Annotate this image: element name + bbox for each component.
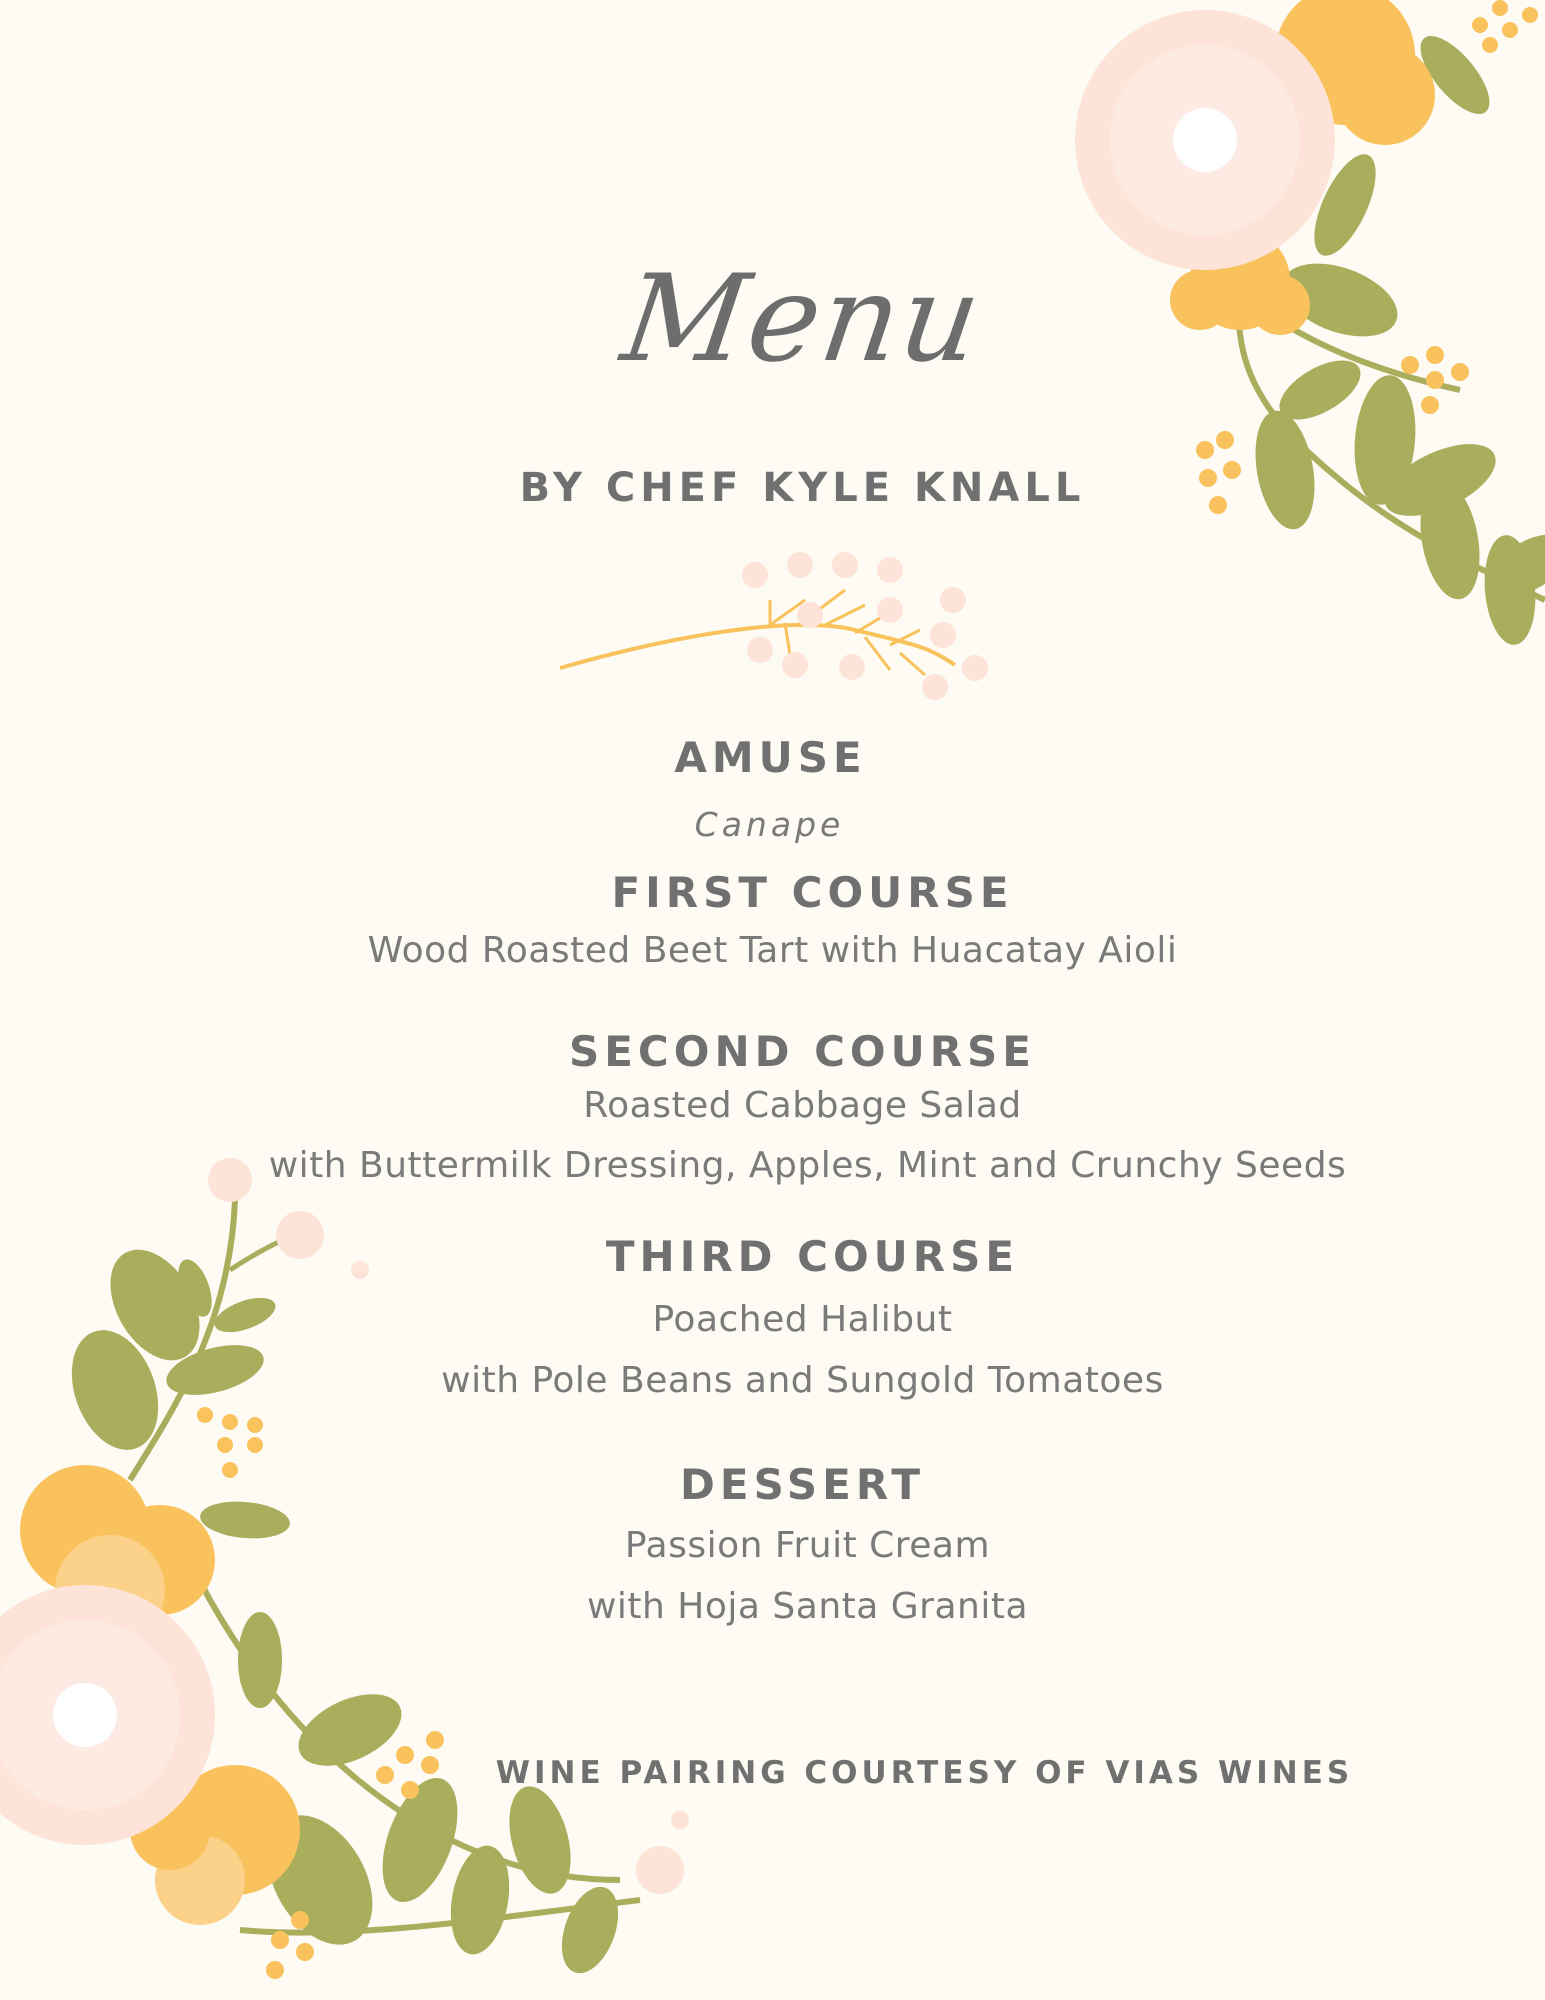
course-heading-amuse: AMUSE	[674, 733, 867, 782]
course-item-dessert-1: Passion Fruit Cream	[624, 1525, 991, 1566]
course-heading-dessert: DESSERT	[680, 1460, 925, 1509]
sprig-ornament-icon	[555, 545, 995, 705]
course-item-canape: Canape	[694, 805, 845, 844]
course-heading-first: FIRST COURSE	[611, 868, 1014, 917]
course-item-third-1: Poached Halibut	[652, 1299, 953, 1340]
course-item-dessert-2: with Hoja Santa Granita	[586, 1586, 1029, 1627]
course-heading-third: THIRD COURSE	[605, 1232, 1020, 1281]
course-item-second-1: Roasted Cabbage Salad	[583, 1085, 1022, 1126]
wine-pairing-footer: WINE PAIRING COURTESY OF VIAS WINES	[495, 1755, 1354, 1791]
course-item-third-2: with Pole Beans and Sungold Tomatoes	[441, 1360, 1164, 1401]
course-heading-second: SECOND COURSE	[568, 1027, 1036, 1076]
menu-title: Menu	[614, 250, 991, 389]
chef-byline: BY CHEF KYLE KNALL	[519, 465, 1086, 511]
course-item-first-1: Wood Roasted Beet Tart with Huacatay Aioli	[367, 930, 1178, 971]
course-item-second-2: with Buttermilk Dressing, Apples, Mint and Crunchy Seeds	[268, 1145, 1347, 1186]
